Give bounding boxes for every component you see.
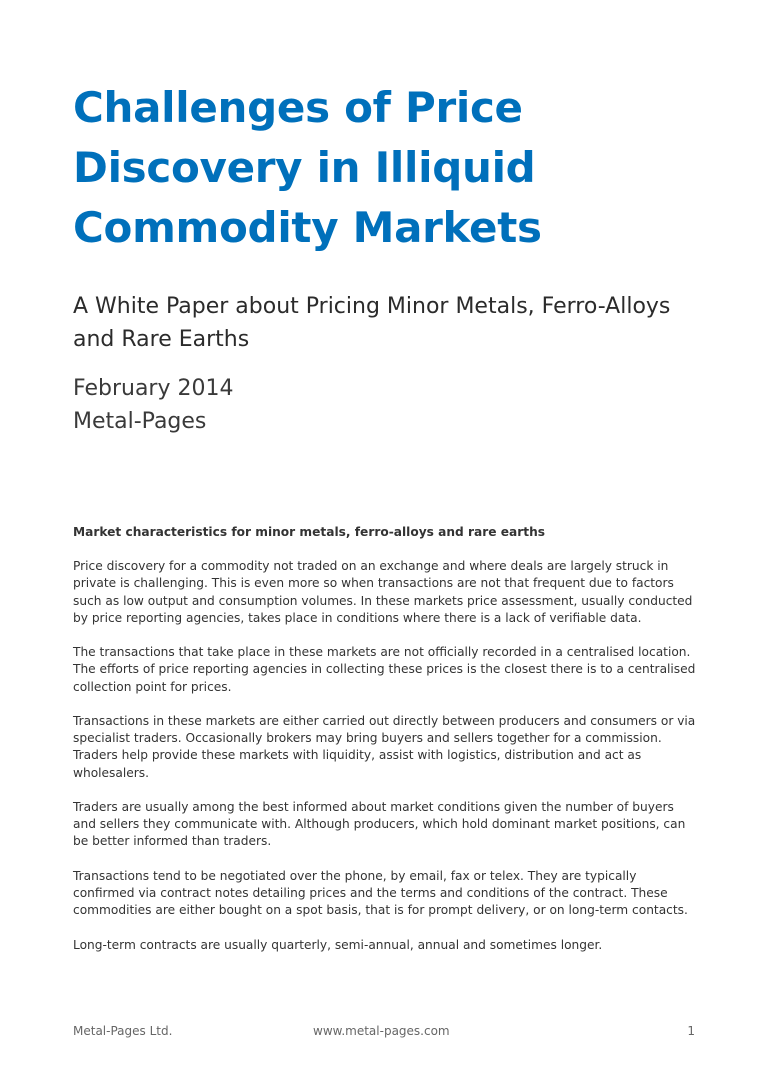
footer-website: www.metal-pages.com [313, 1024, 450, 1038]
document-date: February 2014 [73, 376, 234, 401]
paragraph: Long-term contracts are usually quarterly, semi-annual, annual and sometimes longer. [73, 937, 603, 952]
document-meta [73, 372, 233, 438]
document-title: Challenges of Price Discovery in Illiquid Commodity Markets [73, 83, 542, 252]
document-publisher: Metal-Pages [73, 409, 207, 434]
paragraph: Traders are usually among the best informed about market conditions given the number of buyers and sellers they communicate with. Although producers, which hold dominant market positions, can be better informed than traders. [73, 800, 686, 849]
paragraph: Transactions tend to be negotiated over the phone, by email, fax or telex. They are typically confirmed via contract notes detailing prices and the terms and conditions of the contract. These commodities are either bought on a spot basis, that is for prompt delivery, or on long-term contacts. [73, 868, 688, 918]
document-body [73, 524, 697, 971]
paragraph: Transactions in these markets are either carried out directly between producers and consumers or via specialist traders. Occasionally brokers may bring buyers and sellers together for a commission. Traders help provide these markets with liquidity, assist with logistics, distribution and act as wholesalers. [73, 714, 696, 780]
section-heading: Market characteristics for minor metals, ferro-alloys and rare earths [73, 525, 546, 539]
paragraph: The transactions that take place in these markets are not officially recorded in a centralised location. The efforts of price reporting agencies in collecting these prices is the closest there is to a centralised collection point for prices. [73, 645, 696, 694]
paragraph: Price discovery for a commodity not traded on an exchange and where deals are largely struck in private is challenging. This is even more so when transactions are not that frequent due to factors such as low output and consumption volumes. In these markets price assessment, usually conducted by price reporting agencies, takes place in conditions where there is a lack of verifiable data. [73, 559, 693, 625]
document-subtitle: A White Paper about Pricing Minor Metals, Ferro-Alloys and Rare Earths [73, 294, 671, 352]
footer-company: Metal-Pages Ltd. [73, 1024, 173, 1038]
footer-page-number: 1 [687, 1024, 695, 1038]
page-footer [73, 1024, 695, 1042]
